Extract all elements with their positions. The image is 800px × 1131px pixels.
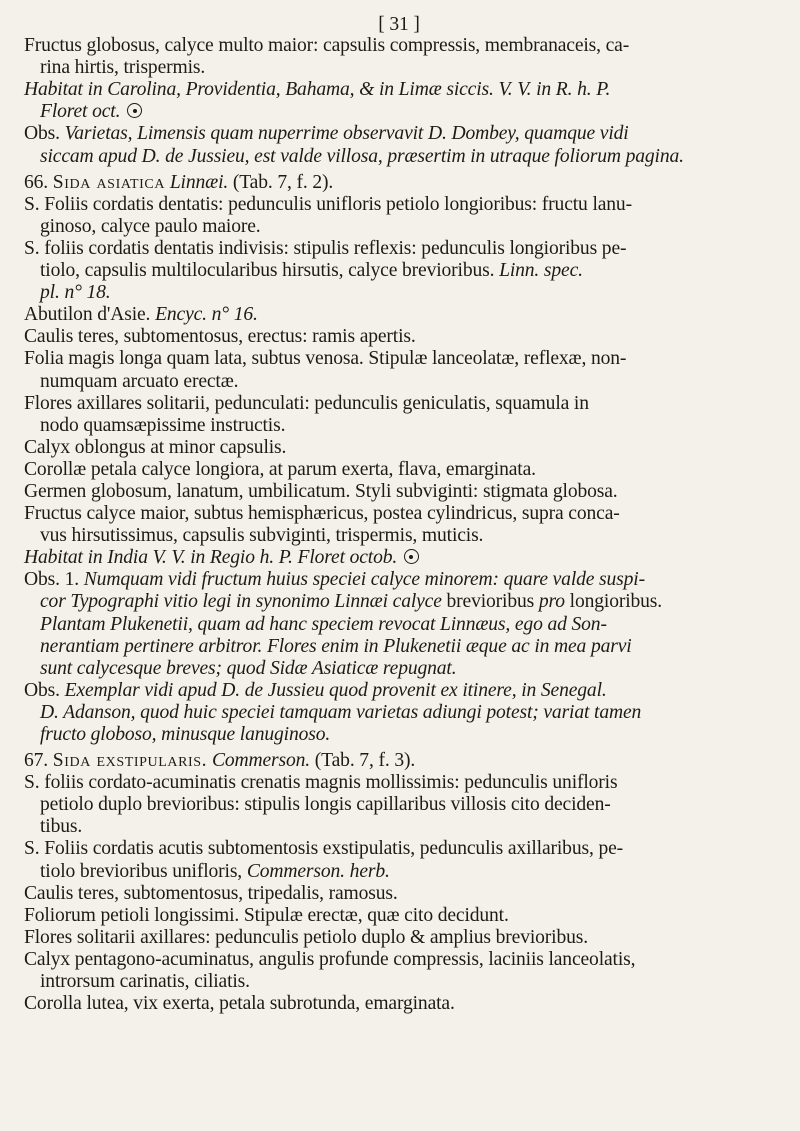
- line: Fructus calyce maior, subtus hemisphæricus, postea cylindricus, supra conca-: [24, 503, 620, 525]
- page-number: [ 31 ]: [378, 14, 420, 35]
- line: Habitat in India V. V. in Regio h. P. Floret octob.: [24, 547, 774, 569]
- line: cor Typographi vitio legi in synonimo Linnæi calyce brevioribus pro longioribus.: [40, 591, 663, 613]
- species-67-heading: [24, 750, 774, 772]
- line: fructo globoso, minusque lanuginoso.: [40, 724, 331, 745]
- line: 67. Sida exstipularis. Commerson. (Tab. 7, f. 3).: [24, 750, 416, 772]
- line: Corollæ petala calyce longiora, at parum exerta, flava, emarginata.: [24, 458, 536, 480]
- line: Habitat in Carolina, Providentia, Bahama, & in Limæ siccis. V. V. in R. h. P.: [24, 79, 611, 101]
- species-67-diagnosis: [24, 772, 774, 1015]
- line: S. Foliis cordatis acutis subtomentosis exstipulatis, pedunculis axillaribus, pe-: [24, 838, 624, 860]
- species-66-diagnosis: [24, 194, 774, 548]
- obs-varietas: [24, 123, 774, 167]
- line: tiolo, capsulis multilocularibus hirsutis, calyce brevioribus. Linn. spec.: [40, 260, 583, 282]
- line: introrsum carinatis, ciliatis.: [40, 971, 250, 993]
- line: nodo quamsæpissime instructis.: [40, 414, 286, 436]
- habitat-line-2: [24, 547, 774, 569]
- line: Obs. Exemplar vidi apud D. de Jussieu quod provenit ex itinere, in Senegal.: [24, 679, 607, 701]
- line: Floret oct.: [24, 101, 774, 123]
- line: Obs. 1. Numquam vidi fructum huius speciei calyce minorem: quare valde suspi-: [24, 569, 645, 591]
- line: Plantam Plukenetii, quam ad hanc speciem revocat Linnæus, ego ad Son-: [40, 613, 607, 635]
- line: Flores axillares solitarii, pedunculati: pedunculis geniculatis, squamula in: [24, 392, 589, 414]
- line: pl. n° 18.: [40, 282, 111, 304]
- sun-symbol-icon: [127, 103, 142, 118]
- line: petiolo duplo brevioribus: stipulis longis capillaribus villosis cito deciden-: [40, 794, 611, 816]
- line: Calyx pentagono-acuminatus, angulis profunde compressis, laciniis lanceolatis,: [24, 948, 636, 970]
- line: Folia magis longa quam lata, subtus venosa. Stipulæ lanceolatæ, reflexæ, non-: [24, 348, 627, 370]
- sun-symbol-icon: [404, 549, 419, 564]
- line: D. Adanson, quod huic speciei tamquam varietas adiungi potest; variat tamen: [40, 701, 642, 723]
- line: siccam apud D. de Jussieu, est valde villosa, præsertim in utraque foliorum pagina.: [40, 145, 684, 167]
- line: S. foliis cordatis dentatis indivisis: stipulis reflexis: pedunculis longioribus pe-: [24, 237, 627, 259]
- line: S. foliis cordato-acuminatis crenatis magnis mollissimis: pedunculis unifloris: [24, 772, 618, 794]
- line: tiolo brevioribus unifloris, Commerson. herb.: [40, 860, 390, 882]
- line: 66. Sida asiatica Linnæi. (Tab. 7, f. 2).: [24, 171, 334, 193]
- line: Calyx oblongus at minor capsulis.: [24, 436, 287, 458]
- line: sunt calycesque breves; quod Sidæ Asiaticæ repugnat.: [40, 657, 457, 679]
- line: Caulis teres, subtomentosus, tripedalis, ramosus.: [24, 882, 398, 904]
- line: Germen globosum, lanatum, umbilicatum. Styli subviginti: stigmata globosa.: [24, 480, 618, 502]
- line: Flores solitarii axillares: pedunculis petiolo duplo & amplius brevioribus.: [24, 926, 588, 948]
- line: S. Foliis cordatis dentatis: pedunculis unifloris petiolo longioribus: fructu lanu-: [24, 193, 632, 215]
- line: tibus.: [40, 816, 83, 838]
- line: vus hirsutissimus, capsulis subviginti, trispermis, muticis.: [40, 525, 484, 547]
- obs-exemplar: [24, 680, 774, 746]
- line: Fructus globosus, calyce multo maior: capsulis compressis, membranaceis, ca-: [24, 35, 630, 57]
- line: rina hirtis, trispermis.: [40, 57, 206, 79]
- text-block-fructus: [24, 35, 774, 79]
- line: ginoso, calyce paulo maiore.: [40, 215, 261, 237]
- line: Corolla lutea, vix exerta, petala subrotunda, emarginata.: [24, 993, 455, 1015]
- line: nerantiam pertinere arbitror. Flores enim in Plukenetii æque ac in mea parvi: [40, 635, 632, 657]
- line: Foliorum petioli longissimi. Stipulæ erectæ, quæ cito decidunt.: [24, 904, 509, 926]
- habitat-line-1: [24, 79, 774, 123]
- obs-1: [24, 569, 774, 679]
- line: Caulis teres, subtomentosus, erectus: ramis apertis.: [24, 326, 416, 348]
- line: Obs. Varietas, Limensis quam nuperrime observavit D. Dombey, quamque vidi: [24, 123, 629, 145]
- line: Abutilon d'Asie. Encyc. n° 16.: [24, 304, 258, 326]
- species-66-heading: [24, 172, 774, 194]
- line: numquam arcuato erectæ.: [40, 370, 239, 392]
